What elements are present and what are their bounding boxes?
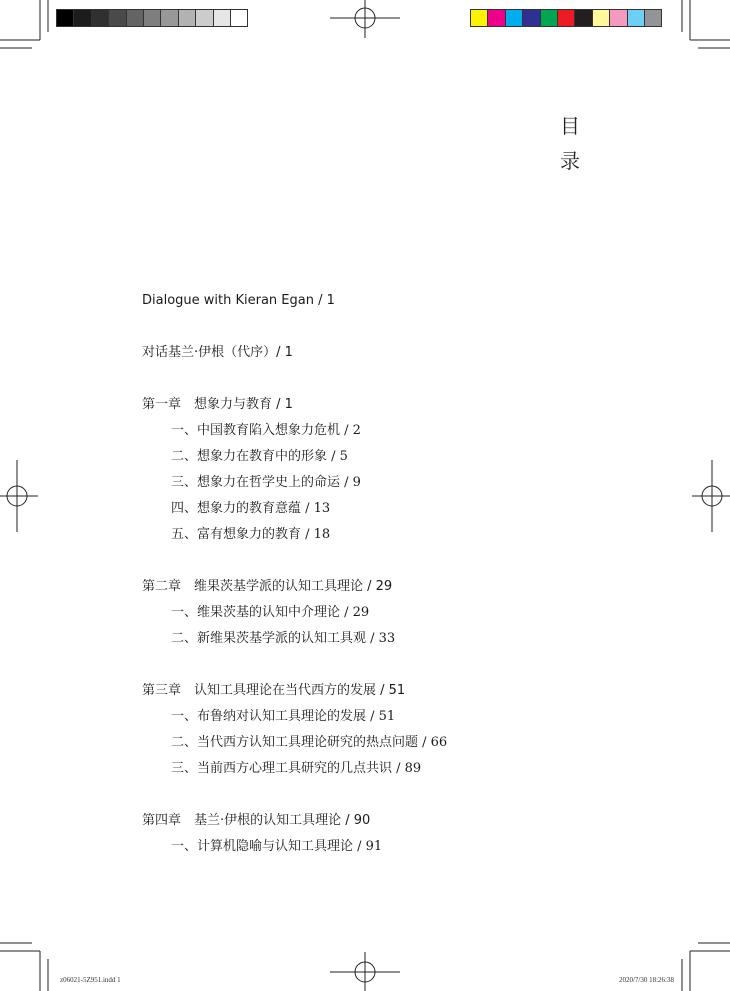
toc-chapter-entry: Dialogue with Kieran Egan / 1 (142, 293, 335, 308)
toc-section-entry: 二、想象力在教育中的形象 / 5 (171, 449, 348, 464)
toc-section-entry: 三、当前西方心理工具研究的几点共识 / 89 (171, 761, 422, 776)
color-swatch (592, 9, 610, 27)
color-swatch (505, 9, 523, 27)
toc-spacer (142, 366, 612, 392)
color-calibration-bar (470, 9, 661, 27)
toc-section-entry: 二、新维果茨基学派的认知工具观 / 33 (171, 631, 396, 646)
color-swatch (627, 9, 645, 27)
toc-chapter-entry: 第三章 认知工具理论在当代西方的发展 / 51 (142, 683, 406, 698)
toc-spacer (142, 314, 612, 340)
gray-swatch (56, 9, 74, 27)
toc-chapter-entry: 第四章 基兰·伊根的认知工具理论 / 90 (142, 813, 371, 828)
color-swatch (609, 9, 627, 27)
toc-section-entry: 一、维果茨基的认知中介理论 / 29 (171, 605, 370, 620)
color-swatch (522, 9, 540, 27)
page-title-char-2: 录 (560, 149, 580, 173)
color-swatch (470, 9, 488, 27)
color-swatch (540, 9, 558, 27)
gray-swatch (108, 9, 126, 27)
registration-mark-left (0, 460, 38, 532)
toc-chapter-entry: 第一章 想象力与教育 / 1 (142, 397, 293, 412)
color-swatch (574, 9, 592, 27)
table-of-contents (142, 288, 612, 860)
toc-chapter-entry: 对话基兰·伊根（代序）/ 1 (142, 345, 293, 360)
color-swatch (557, 9, 575, 27)
gray-swatch (230, 9, 248, 27)
toc-section-entry: 一、计算机隐喻与认知工具理论 / 91 (171, 839, 383, 854)
color-swatch (644, 9, 662, 27)
page-title-char-1: 目 (560, 114, 580, 138)
footer-timestamp: 2020/7/30 18:26:38 (618, 976, 674, 984)
gray-calibration-bar (56, 9, 247, 27)
toc-section-entry: 四、想象力的教育意蕴 / 13 (171, 501, 331, 516)
gray-swatch (91, 9, 109, 27)
toc-section-entry: 一、中国教育陷入想象力危机 / 2 (171, 423, 361, 438)
gray-swatch (143, 9, 161, 27)
toc-section-entry: 五、富有想象力的教育 / 18 (171, 527, 331, 542)
gray-swatch (213, 9, 231, 27)
toc-spacer (142, 548, 612, 574)
gray-swatch (178, 9, 196, 27)
gray-swatch (126, 9, 144, 27)
footer-file-name: z06021-5Z951.indd 1 (60, 976, 121, 984)
gray-swatch (160, 9, 178, 27)
registration-mark-right (692, 460, 730, 532)
color-swatch (487, 9, 505, 27)
toc-section-entry: 二、当代西方认知工具理论研究的热点问题 / 66 (171, 735, 448, 750)
registration-mark-bottom (330, 952, 400, 991)
toc-section-entry: 一、布鲁纳对认知工具理论的发展 / 51 (171, 709, 396, 724)
gray-swatch (195, 9, 213, 27)
gray-swatch (73, 9, 91, 27)
toc-spacer (142, 782, 612, 808)
toc-chapter-entry: 第二章 维果茨基学派的认知工具理论 / 29 (142, 579, 393, 594)
toc-spacer (142, 652, 612, 678)
toc-section-entry: 三、想象力在哲学史上的命运 / 9 (171, 475, 361, 490)
registration-mark-top (330, 0, 400, 38)
